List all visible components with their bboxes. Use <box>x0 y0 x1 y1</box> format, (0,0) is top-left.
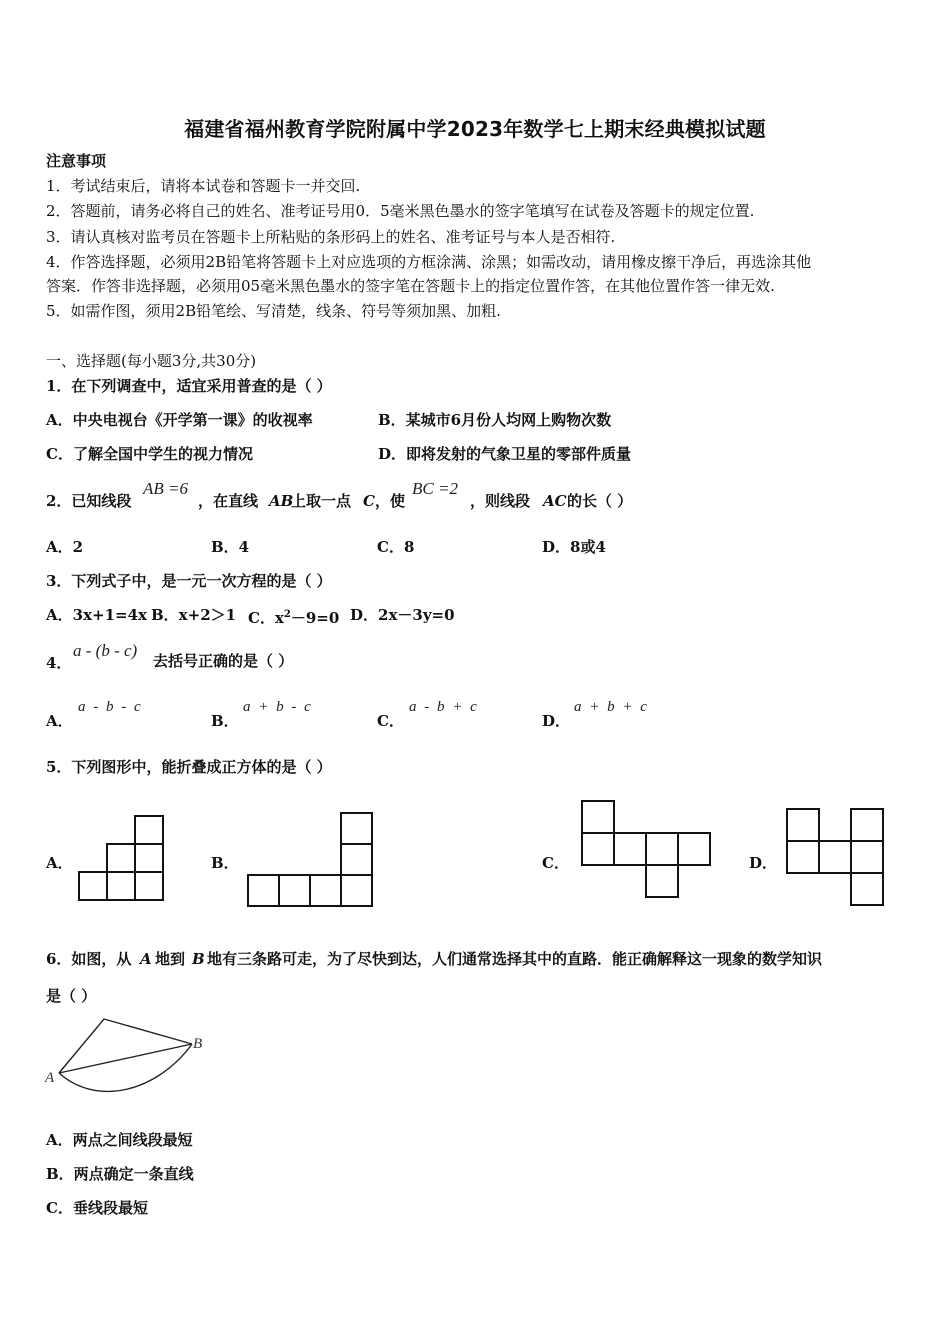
q4-number: 4． <box>46 654 72 672</box>
q5-net-c <box>581 800 713 899</box>
q3-option-b: B．x+2＞1 <box>151 606 237 624</box>
q2-var-ac: AC <box>543 492 567 510</box>
q3-option-c-exponent: 2 <box>283 609 291 620</box>
q3-option-d: D．2x－3y=0 <box>350 606 455 624</box>
notice-heading: 注意事项 <box>46 152 107 170</box>
q4-option-d: a + b + c <box>574 699 649 715</box>
q6-route-figure <box>42 1012 212 1097</box>
q2-option-d: D．8或4 <box>542 538 606 556</box>
q6-point-b-label: B <box>193 1036 203 1052</box>
q2-math-ab: AB =6 <box>143 479 188 498</box>
q5-option-b-label: B． <box>211 854 239 872</box>
q6-stem-part: 6．如图，从 <box>46 950 132 968</box>
q1-option-c: C．了解全国中学生的视力情况 <box>46 445 253 463</box>
notice-item: 5．如需作图，须用2B铅笔绘、写清楚，线条、符号等须加黑、加粗. <box>46 302 501 320</box>
q3-option-c-rest: －9=0 <box>290 609 340 627</box>
q2-stem-part: 上取一点 <box>291 492 352 510</box>
q2-option-a: A．2 <box>46 538 84 556</box>
q2-stem-part: 的长（ ） <box>567 492 633 510</box>
q4-option-a-label: A． <box>46 712 73 730</box>
q5-stem: 5．下列图形中，能折叠成正方体的是（ ） <box>46 758 332 776</box>
notice-item: 2．答题前，请务必将自己的姓名、准考证号用0．5毫米黑色墨水的签字笔填写在试卷及答题卡的规定位置. <box>46 202 755 220</box>
q2-stem-part: ，则线段 <box>470 492 531 510</box>
q4-option-a: a - b - c <box>78 699 143 715</box>
q1-option-b: B．某城市6月份人均网上购物次数 <box>378 411 612 429</box>
q6-option-b: B．两点确定一条直线 <box>46 1165 194 1183</box>
q6-stem-part: 地到 <box>155 950 186 968</box>
q4-stem-tail: 去括号正确的是（ ） <box>153 652 294 670</box>
notice-item: 1．考试结束后，请将本试卷和答题卡一并交回. <box>46 177 361 195</box>
q6-point-a-label: A <box>45 1070 55 1086</box>
page-title: 福建省福州教育学院附属中学2023年数学七上期末经典模拟试题 <box>184 117 766 141</box>
q5-net-a <box>78 815 164 901</box>
section-heading: 一、选择题(每小题3分,共30分) <box>46 352 257 370</box>
notice-item: 4．作答选择题，必须用2B铅笔将答题卡上对应选项的方框涂满、涂黑；如需改动，请用橡皮擦干净后，再选涂其他 <box>46 253 812 271</box>
q4-expression: a - (b - c) <box>73 641 138 660</box>
q6-var-a: A <box>140 950 152 968</box>
q3-option-c <box>248 605 339 628</box>
q3-option-c-base: C．x <box>248 609 284 627</box>
q2-stem-part: ，使 <box>375 492 406 510</box>
q2-stem-part: 2．已知线段 <box>46 492 132 510</box>
q4-option-b: a + b - c <box>243 699 313 715</box>
q5-net-b <box>247 812 373 907</box>
q2-math-bc: BC =2 <box>412 479 458 498</box>
q6-var-b: B <box>192 950 205 968</box>
q4-option-c-label: C． <box>377 712 404 730</box>
notice-item: 3．请认真核对监考员在答题卡上所粘贴的条形码上的姓名、准考证号与本人是否相符. <box>46 228 616 246</box>
q5-option-a-label: A． <box>46 854 73 872</box>
q1-option-d: D．即将发射的气象卫星的零部件质量 <box>378 445 632 463</box>
q3-stem: 3．下列式子中，是一元一次方程的是（ ） <box>46 572 332 590</box>
notice-item: 答案．作答非选择题，必须用05毫米黑色墨水的签字笔在答题卡上的指定位置作答，在其他位置作答一律无效. <box>46 277 775 295</box>
q4-option-d-label: D． <box>542 712 571 730</box>
q2-option-b: B．4 <box>211 538 250 556</box>
q5-net-d <box>786 808 884 906</box>
q2-stem-part: ，在直线 <box>198 492 259 510</box>
q6-option-c: C．垂线段最短 <box>46 1199 148 1217</box>
q2-option-c: C．8 <box>377 538 415 556</box>
q4-option-c: a - b + c <box>409 699 479 715</box>
q6-stem-line2: 是（ ） <box>46 987 97 1005</box>
q5-option-c-label: C． <box>542 854 569 872</box>
q6-option-a: A．两点之间线段最短 <box>46 1131 193 1149</box>
q2-var-ab: AB <box>269 492 294 510</box>
q1-stem: 1．在下列调查中，适宜采用普查的是（ ） <box>46 377 332 395</box>
q1-option-a: A．中央电视台《开学第一课》的收视率 <box>46 411 313 429</box>
q4-option-b-label: B． <box>211 712 239 730</box>
q5-option-d-label: D． <box>749 854 778 872</box>
q6-stem-part: 地有三条路可走，为了尽快到达，人们通常选择其中的直路．能正确解释这一现象的数学知识 <box>207 950 823 968</box>
q3-option-a: A．3x+1=4x <box>46 606 147 624</box>
q2-var-c: C <box>363 492 375 510</box>
